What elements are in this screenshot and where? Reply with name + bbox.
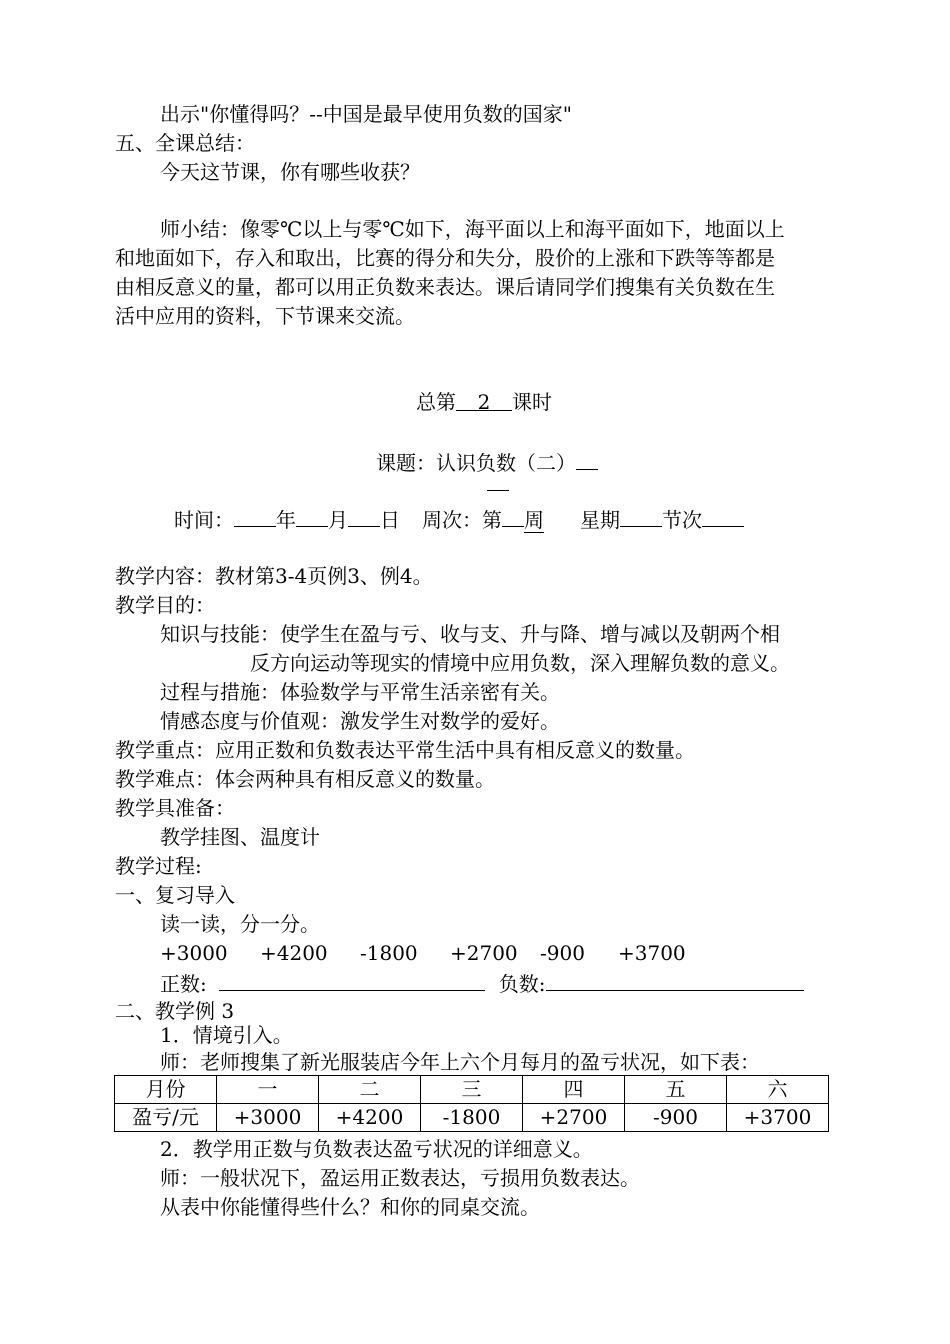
situation-intro: 1．情境引入。 <box>160 1023 293 1047</box>
prep-items: 教学挂图、温度计 <box>160 825 320 849</box>
teaching-focus: 教学重点：应用正数和负数表达平常生活中具有相反意义的数量。 <box>115 738 695 762</box>
number-item: -1800 <box>360 941 418 965</box>
table-row-label: 盈亏/元 <box>115 1104 217 1132</box>
week-blank <box>502 504 524 527</box>
summary-line: 师小结：像零℃以上与零℃如下，海平面以上和海平面如下，地面以上 <box>160 217 785 241</box>
table-cell: +3700 <box>727 1104 829 1132</box>
positive-label: 正数: <box>160 972 207 996</box>
table-cell: +2700 <box>523 1104 625 1132</box>
table-header-cell: 三 <box>421 1076 523 1104</box>
table-header-cell: 一 <box>217 1076 319 1104</box>
positive-blank <box>219 968 485 991</box>
summary-line: 活中应用的资料，下节课来交流。 <box>115 304 415 328</box>
teacher-said: 师：老师搜集了新光服装店今年上六个月每月的盈亏状况，如下表： <box>160 1050 760 1074</box>
table-cell: +3000 <box>217 1104 319 1132</box>
period-label: 节次 <box>662 508 702 532</box>
lesson-topic <box>376 447 598 477</box>
weekday-blank <box>620 504 662 527</box>
number-list <box>160 939 698 967</box>
review-heading: 一、复习导入 <box>115 883 235 907</box>
period-blank <box>702 504 744 527</box>
day-label: 日 <box>380 508 400 532</box>
classify-line <box>160 968 804 998</box>
number-item: +2700 <box>450 941 518 965</box>
knowledge-line-2: 反方向运动等现实的情境中应用负数，深入理解负数的意义。 <box>250 651 790 675</box>
step-2: 2．教学用正数与负数表达盈亏状况的详细意义。 <box>160 1137 593 1161</box>
topic-blank <box>576 447 598 470</box>
month-label: 月 <box>328 508 348 532</box>
week-label: 周次：第 <box>422 508 502 532</box>
total-suffix: 课时 <box>512 390 552 414</box>
table-cell: -900 <box>625 1104 727 1132</box>
summary-line: 由相反意义的量，都可以用正负数来表达。课后请同学们搜集有关负数在生 <box>115 275 775 299</box>
table-cell: +4200 <box>319 1104 421 1132</box>
table-header-cell: 六 <box>727 1076 829 1104</box>
time-label: 时间： <box>174 508 234 532</box>
negative-label: 负数: <box>498 972 546 996</box>
read-instruction: 读一读，分一分。 <box>160 912 320 936</box>
total-prefix: 总第 <box>416 390 456 414</box>
intro-line: 出示"你懂得吗？--中国是最早使用负数的国家" <box>160 102 572 126</box>
number-item: -900 <box>540 941 585 965</box>
number-item: +4200 <box>260 941 328 965</box>
attitude-goal: 情感态度与价值观：激发学生对数学的爱好。 <box>160 709 560 733</box>
table-header-label: 月份 <box>115 1076 217 1104</box>
day-blank <box>348 504 380 527</box>
lesson-number: 2 <box>456 388 512 411</box>
number-item: +3700 <box>618 941 686 965</box>
table-header-cell: 五 <box>625 1076 727 1104</box>
week-suffix: 周 <box>524 508 544 532</box>
process-goal: 过程与措施：体验数学与平常生活亲密有关。 <box>160 680 560 704</box>
process-title: 教学过程: <box>115 854 202 878</box>
table-row <box>115 1104 829 1132</box>
table-row <box>115 1076 829 1104</box>
weekday-label: 星期 <box>580 508 620 532</box>
teaching-prep: 教学具准备： <box>115 796 235 820</box>
table-cell: -1800 <box>421 1104 523 1132</box>
teaching-goal: 教学目的： <box>115 593 215 617</box>
year-blank <box>234 504 276 527</box>
negative-blank <box>546 968 804 991</box>
teacher-general: 师：一般状况下，盈运用正数表达，亏损用负数表达。 <box>160 1166 640 1190</box>
number-item: +3000 <box>160 941 228 965</box>
topic-blank-wrap <box>487 490 509 491</box>
section-5-heading: 五、全课总结： <box>115 131 255 155</box>
teaching-content: 教学内容：教材第3-4页例3、例4。 <box>115 564 433 588</box>
example-3-heading: 二、教学例 3 <box>115 999 235 1023</box>
month-blank <box>296 504 328 527</box>
lesson-total-line <box>416 388 552 416</box>
table-header-cell: 四 <box>523 1076 625 1104</box>
year-label: 年 <box>276 508 296 532</box>
table-header-cell: 二 <box>319 1076 421 1104</box>
from-table: 从表中你能懂得些什么？和你的同桌交流。 <box>160 1195 540 1219</box>
profit-loss-table <box>114 1075 829 1132</box>
time-line <box>174 504 744 534</box>
teaching-difficulty: 教学难点：体会两种具有相反意义的数量。 <box>115 767 495 791</box>
knowledge-line-1: 知识与技能：使学生在盈与亏、收与支、升与降、增与减以及朝两个相 <box>160 622 780 646</box>
summary-line: 和地面如下，存入和取出，比赛的得分和失分，股价的上涨和下跌等等都是 <box>115 246 775 270</box>
topic-text: 课题：认识负数（二） <box>376 451 576 475</box>
summary-question: 今天这节课，你有哪些收获？ <box>160 160 420 184</box>
